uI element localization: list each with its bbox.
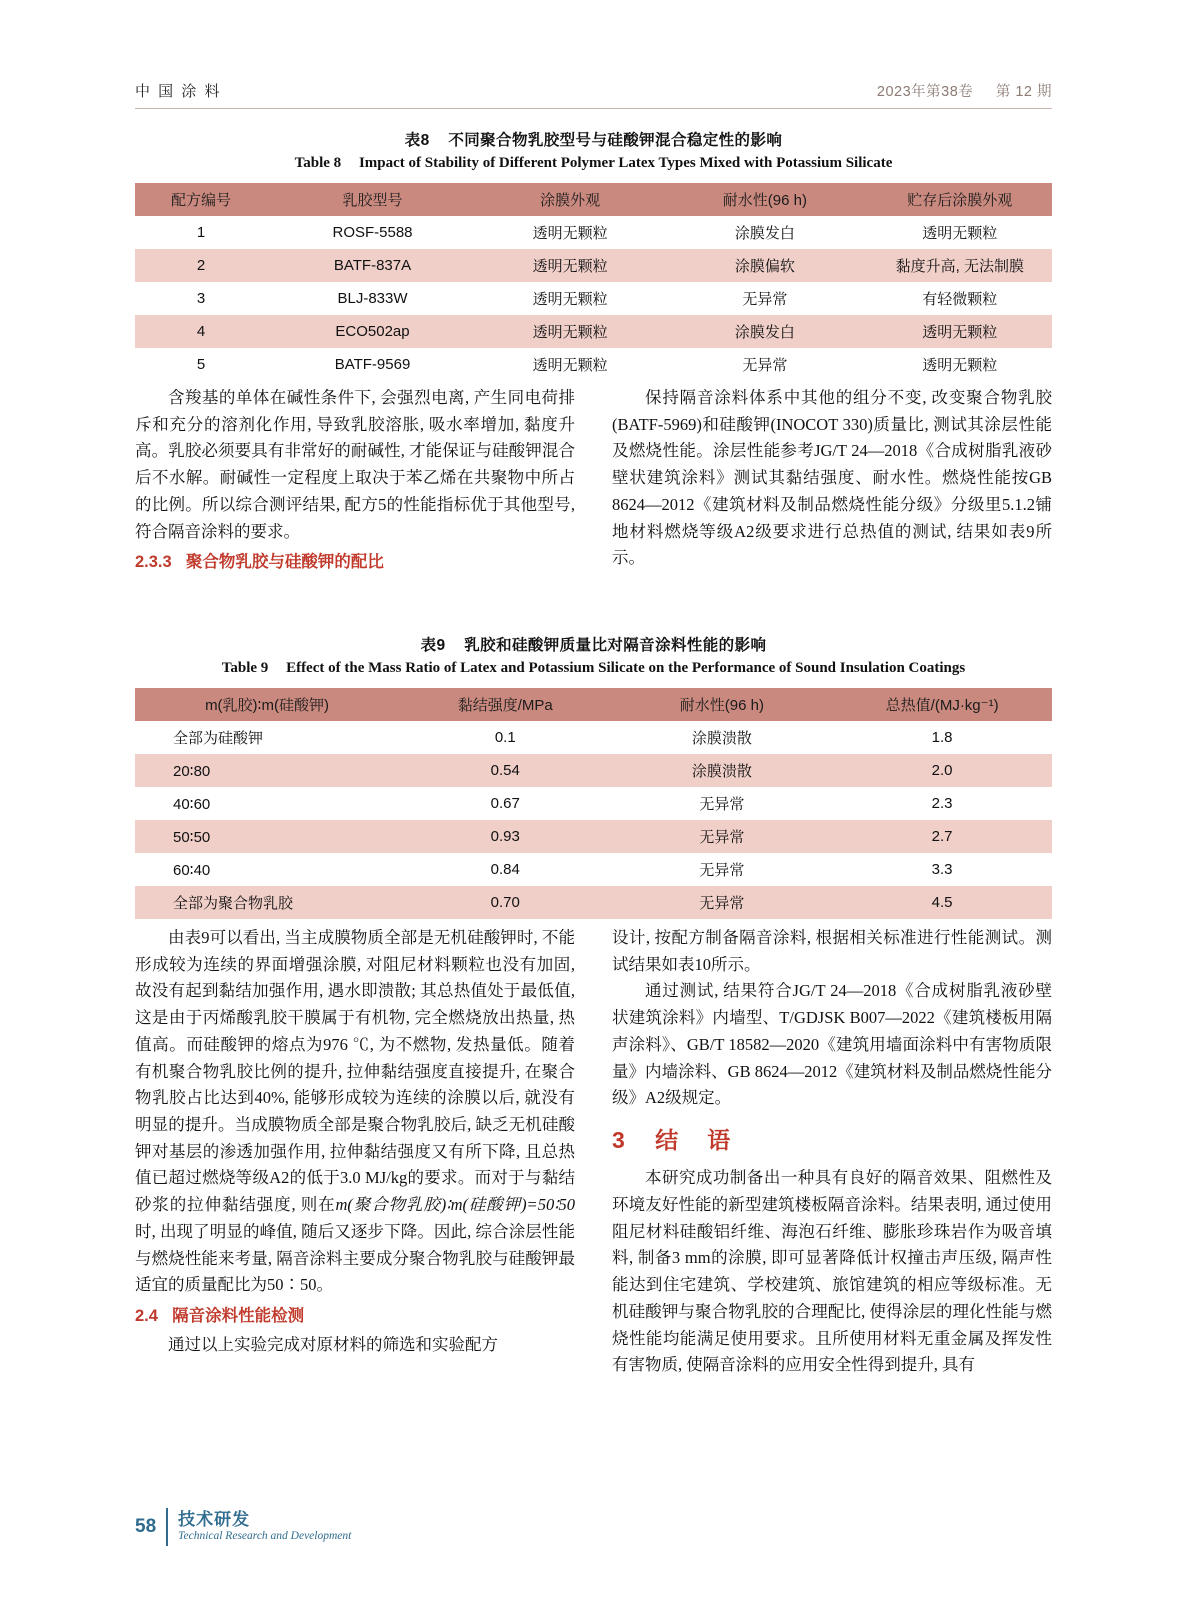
cell: 1.8 <box>832 721 1052 754</box>
table-row <box>135 886 1052 919</box>
table8-col-0: 配方编号 <box>135 183 267 216</box>
table8-title-cn: 不同聚合物乳胶型号与硅酸钾混合稳定性的影响 <box>448 132 783 149</box>
table-row <box>135 249 1052 282</box>
cell: 透明无颗粒 <box>478 315 662 348</box>
header-divider <box>135 108 1052 109</box>
table8-caption-cn <box>135 128 1052 150</box>
cell: 0.54 <box>399 754 611 787</box>
table-row <box>135 348 1052 381</box>
issue-label: 第 12 期 <box>995 84 1052 100</box>
table9-caption <box>135 633 1052 677</box>
table-row <box>135 754 1052 787</box>
cell: 涂膜偏软 <box>662 249 867 282</box>
table8-caption <box>135 128 1052 172</box>
table8-number-en: Table 8 <box>294 155 342 171</box>
table8-col-3: 耐水性(96 h) <box>662 183 867 216</box>
table-row <box>135 853 1052 886</box>
cell: 透明无颗粒 <box>868 216 1052 249</box>
cell: 2.3 <box>832 787 1052 820</box>
left-column-top <box>135 385 575 578</box>
cell: 无异常 <box>662 282 867 315</box>
table9-col-0: m(乳胶)∶m(硅酸钾) <box>135 688 399 721</box>
cell: 涂膜溃散 <box>612 754 833 787</box>
cell: BATF-9569 <box>267 348 478 381</box>
paragraph-conclusion: 本研究成功制备出一种具有良好的隔音效果、阻燃性及环境友好性能的新型建筑楼板隔音涂料。结果表明, 通过使用阻尼材料硅酸铝纤维、海泡石纤维、膨胀珍珠岩作为吸音填料, 制备3 mm的涂膜, 即可显著降低计权撞击声压级, 隔声性能达到住宅建筑、学校建筑、旅馆建筑的相应等级标准。无机硅酸钾与聚合物乳胶的合理配比, 使得涂层的理化性能与燃烧性能均能满足使用要求。且所使用材料无重金属及挥发性有害物质, 使隔音涂料的应用安全性得到提升, 具有 <box>612 1168 1052 1375</box>
table-row <box>135 216 1052 249</box>
cell: 40∶60 <box>135 787 399 820</box>
cell: 透明无颗粒 <box>478 348 662 381</box>
cell: 无异常 <box>612 820 833 853</box>
cell: 黏度升高, 无法制膜 <box>868 249 1052 282</box>
heading-2-3-3-title: 聚合物乳胶与硅酸钾的配比 <box>185 553 384 572</box>
paragraph-carboxyl: 含羧基的单体在碱性条件下, 会强烈电离, 产生同电荷排斥和充分的溶剂化作用, 导致乳胶溶胀, 吸水率增加, 黏度升高。乳胶必须要具有非常好的耐碱性, 才能保证与硅酸钾混合后不水解。耐碱性一定程度上取决于苯乙烯在共聚物中所占的比例。所以综合测评结果, 配方5的性能指标优于其他型号, 符合隔音涂料的要求。 <box>135 388 575 541</box>
table8-col-2: 涂膜外观 <box>478 183 662 216</box>
cell: 全部为聚合物乳胶 <box>135 886 399 919</box>
cell: 无异常 <box>612 787 833 820</box>
table-row <box>135 315 1052 348</box>
right-column-bottom <box>612 925 1052 1379</box>
cell: 60∶40 <box>135 853 399 886</box>
cell: 涂膜发白 <box>662 315 867 348</box>
paragraph-table9-analysis-cont: 时, 出现了明显的峰值, 随后又逐步下降。因此, 综合涂层性能与燃烧性能来考量, 隔音涂料主要成分聚合物乳胶与硅酸钾最适宜的质量配比为50∶50。 <box>135 1221 575 1295</box>
table8-title-en: Impact of Stability of Different Polymer Latex Types Mixed with Potassium Silicate <box>358 155 893 171</box>
page-footer <box>135 1508 351 1546</box>
cell: 2 <box>135 249 267 282</box>
cell: 1 <box>135 216 267 249</box>
table9-col-3: 总热值/(MJ·kg⁻¹) <box>832 688 1052 721</box>
cell: 透明无颗粒 <box>478 216 662 249</box>
heading-conclusion-number: 3 <box>612 1127 628 1154</box>
paragraph-table9-analysis <box>135 925 575 1299</box>
heading-2-4 <box>135 1303 575 1330</box>
table8 <box>135 183 1052 381</box>
table8-col-1: 乳胶型号 <box>267 183 478 216</box>
cell: 透明无颗粒 <box>868 348 1052 381</box>
footer-section-en: Technical Research and Development <box>178 1529 352 1542</box>
left-column-bottom <box>135 925 575 1359</box>
heading-conclusion-title: 结 语 <box>655 1127 734 1154</box>
table9-col-2: 耐水性(96 h) <box>612 688 833 721</box>
heading-2-4-title: 隔音涂料性能检测 <box>172 1307 305 1326</box>
cell: 无异常 <box>612 853 833 886</box>
cell: 无异常 <box>662 348 867 381</box>
table9 <box>135 688 1052 919</box>
table8-number-cn: 表8 <box>404 132 430 149</box>
cell: 50∶50 <box>135 820 399 853</box>
cell: 0.1 <box>399 721 611 754</box>
paragraph-standards: 通过测试, 结果符合JG/T 24—2018《合成树脂乳液砂壁状建筑涂料》内墙型、T/GDJSK B007—2022《建筑楼板用隔声涂料》、GB/T 18582—2020《建筑用墙面涂料中有害物质限量》内墙涂料、GB 8624—2012《建筑材料及制品燃烧性能分级》A2级规定。 <box>612 981 1052 1108</box>
cell: 涂膜发白 <box>662 216 867 249</box>
cell: ROSF-5588 <box>267 216 478 249</box>
issue-info <box>877 80 1052 101</box>
table9-number-cn: 表9 <box>420 637 446 654</box>
table9-caption-en <box>135 660 1052 677</box>
cell: 涂膜溃散 <box>612 721 833 754</box>
table-header-row <box>135 183 1052 216</box>
page-header <box>135 80 1052 101</box>
heading-2-3-3-number: 2.3.3 <box>135 553 172 572</box>
cell: 0.84 <box>399 853 611 886</box>
cell: 3.3 <box>832 853 1052 886</box>
cell: 5 <box>135 348 267 381</box>
table9-col-1: 黏结强度/MPa <box>399 688 611 721</box>
cell: BATF-837A <box>267 249 478 282</box>
heading-conclusion <box>612 1122 1052 1159</box>
paragraph-design-test: 设计, 按配方制备隔音涂料, 根据相关标准进行性能测试。测试结果如表10所示。 <box>612 928 1052 974</box>
formula-mass-ratio: m(聚合物乳胶)∶m(硅酸钾)=50∶50 <box>335 1195 575 1215</box>
cell: 3 <box>135 282 267 315</box>
cell: 20∶80 <box>135 754 399 787</box>
cell: 0.70 <box>399 886 611 919</box>
page-number: 58 <box>135 1516 157 1537</box>
paragraph-ratio-test: 保持隔音涂料体系中其他的组分不变, 改变聚合物乳胶(BATF-5969)和硅酸钾(INOCOT 330)质量比, 测试其涂层性能及燃烧性能。涂层性能参考JG/T 24—2018《合成树脂乳液砂壁状建筑涂料》测试其黏结强度、耐水性。燃烧性能按GB 8624—2012《建筑材料及制品燃烧性能分级》分级里5.1.2铺地材料燃烧等级A2级要求进行总热值的测试, 结果如表9所示。 <box>612 388 1052 568</box>
paragraph-performance-test: 通过以上实验完成对原材料的筛选和实验配方 <box>168 1334 498 1354</box>
table-header-row <box>135 688 1052 721</box>
footer-section-cn: 技术研发 <box>178 1510 251 1530</box>
table-row <box>135 721 1052 754</box>
cell: 2.0 <box>832 754 1052 787</box>
table9-title-cn: 乳胶和硅酸钾质量比对隔音涂料性能的影响 <box>464 637 767 654</box>
cell: 透明无颗粒 <box>478 282 662 315</box>
cell: 无异常 <box>612 886 833 919</box>
cell: 全部为硅酸钾 <box>135 721 399 754</box>
footer-divider <box>166 1508 168 1546</box>
cell: BLJ-833W <box>267 282 478 315</box>
volume-label: 2023年第38卷 <box>876 84 974 100</box>
journal-name: 中 国 涂 料 <box>135 83 222 100</box>
table-row <box>135 820 1052 853</box>
table9-caption-cn <box>135 633 1052 655</box>
cell: 0.93 <box>399 820 611 853</box>
table9-title-en: Effect of the Mass Ratio of Latex and Potassium Silicate on the Performance of Sound Insulation Coatings <box>286 660 966 676</box>
right-column-top <box>612 385 1052 572</box>
cell: 有轻微颗粒 <box>868 282 1052 315</box>
cell: 4 <box>135 315 267 348</box>
cell: 0.67 <box>399 787 611 820</box>
table8-caption-en <box>135 155 1052 172</box>
table-row <box>135 787 1052 820</box>
cell: 透明无颗粒 <box>868 315 1052 348</box>
table9-number-en: Table 9 <box>221 660 269 676</box>
table-row <box>135 282 1052 315</box>
heading-2-4-number: 2.4 <box>135 1307 158 1326</box>
cell: 4.5 <box>832 886 1052 919</box>
heading-2-3-3 <box>135 549 575 576</box>
cell: ECO502ap <box>267 315 478 348</box>
cell: 2.7 <box>832 820 1052 853</box>
paragraph-table9-analysis-text: 由表9可以看出, 当主成膜物质全部是无机硅酸钾时, 不能形成较为连续的界面增强涂膜, 对阻尼材料颗粒也没有加固, 故没有起到黏结加强作用, 遇水即溃散; 其总热值处于最低值, 这是由于丙烯酸乳胶干膜属于有机物, 完全燃烧放出热量, 热值高。而硅酸钾的熔点为976 ℃, 为不燃物, 发热量低。随着有机聚合物乳胶比例的提升, 拉伸黏结强度直接提升, 在聚合物乳胶占比达到40%, 能够形成较为连续的涂膜以后, 就没有明显的提升。当成膜物质全部是聚合物乳胶后, 缺乏无机硅酸钾对基层的渗透加强作用, 拉伸黏结强度又有所下降, 且总热值已超过燃烧等级A2的低于3.0 MJ/kg的要求。而对于与黏结砂浆的拉伸黏结强度, 则在 <box>135 928 575 1215</box>
table8-col-4: 贮存后涂膜外观 <box>868 183 1052 216</box>
cell: 透明无颗粒 <box>478 249 662 282</box>
